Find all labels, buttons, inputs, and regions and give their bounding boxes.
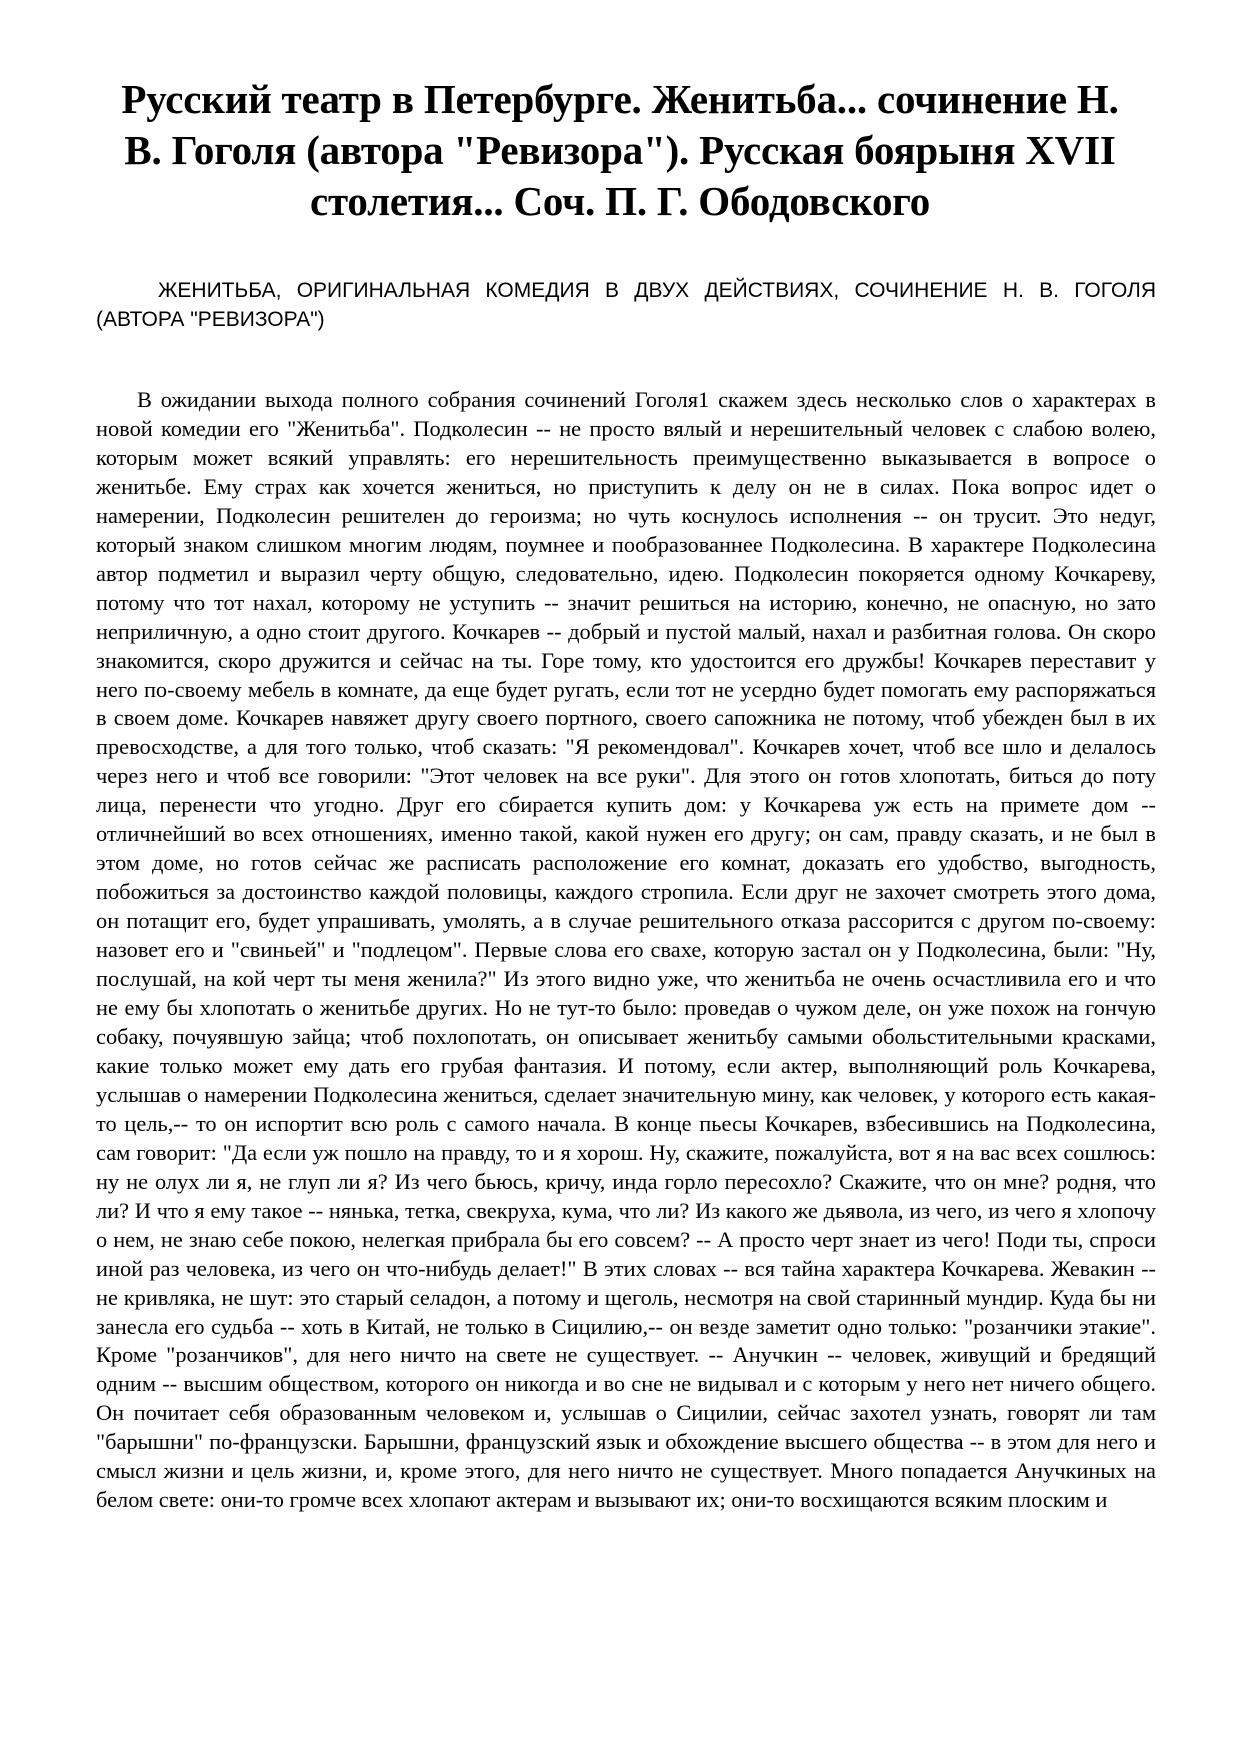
body-paragraph: В ожидании выхода полного собрания сочинений Гоголя1 скажем здесь несколько слов о характерах в новой комедии его "Женитьба". Подколесин -- не просто вялый и нерешительный человек с слабою волею, которым может всякий управлять: его нерешительность преимущественно выказывается в вопросе о женитьбе. Ему страх как хочется жениться, но приступить к делу он не в силах. Пока вопрос идет о намерении, Подколесин решителен до героизма; но чуть коснулось исполнения -- он трусит. Это недуг, который знаком слишком многим людям, поумнее и пообразованнее Подколесина. В характере Подколесина автор подметил и выразил черту общую, следовательно, идею. Подколесин покоряется одному Кочкареву, потому что тот нахал, которому не уступить -- значит решиться на историю, конечно, не опасную, но зато неприличную, а одно стоит другого. Кочкарев -- добрый и пустой малый, нахал и разбитная голова. Он скоро знакомится, скоро дружится и сейчас на ты. Горе тому, кто удостоится его дружбы! Кочкарев переставит у него по-своему мебель в комнате, да еще будет ругать, если тот не усердно будет помогать ему распоряжаться в своем доме. Кочкарев навяжет другу своего портного, своего сапожника не потому, чтоб убежден был в их превосходстве, а для того только, чтоб сказать: "Я рекомендовал". Кочкарев хочет, чтоб все шло и делалось через него и чтоб все говорили: "Этот человек на все руки". Для этого он готов хлопотать, биться до поту лица, перенести что угодно. Друг его сбирается купить дом: у Кочкарева уж есть на примете дом -- отличнейший во всех отношениях, именно такой, какой нужен его другу; он сам, правду сказать, и не был в этом доме, но готов сейчас же расписать расположение его комнат, доказать его удобство, выгодность, побожиться за достоинство каждой половицы, каждого стропила. Если друг не захочет смотреть этого дома, он потащит его, будет упрашивать, умолять, а в случае решительного отказа рассорится с другом по-своему: назовет его и "свиньей" и "подлецом". Первые слова его свахе, которую застал он у Подколесина, были: "Ну, послушай, на кой черт ты меня женила?" Из этого видно уже, что женитьба не очень осчастливила его и что не ему бы хлопотать о женитьбе других. Но не тут-то было: проведав о чужом деле, он уже похож на гончую собаку, почуявшую зайца; чтоб похлопотать, он описывает женитьбу самыми обольстительными красками, какие только может ему дать его грубая фантазия. И потому, если актер, выполняющий роль Кочкарева, услышав о намерении Подколесина жениться, сделает значительную мину, как человек, у которого есть какая-то цель,-- то он испортит всю роль с самого начала. В конце пьесы Кочкарев, взбесившись на Подколесина, сам говорит: "Да если уж пошло на правду, то и я хорош. Ну, скажите, пожалуйста, вот я на вас всех сошлюсь: ну не олух ли я, не глуп ли я? Из чего бьюсь, кричу, инда горло пересохло? Скажите, что он мне? родня, что ли? И что я ему такое -- нянька, тетка, свекруха, кума, что ли? Из какого же дьявола, из чего, из чего я хлопочу о нем, не знаю себе покою, нелегкая прибрала бы его совсем? -- А просто черт знает из чего! Поди ты, спроси иной раз человека, из чего он что-нибудь делает!" В этих словах -- вся тайна характера Кочкарева. Жевакин -- не кривляка, не шут: это старый селадон, а потому и щеголь, несмотря на свой старинный мундир. Куда бы ни занесла его судьба -- хоть в Китай, не только в Сицилию,-- он везде заметит одно только: "розанчики этакие". Кроме "розанчиков", для него ничто на свете не существует. -- Анучкин -- человек, живущий и бредящий одним -- высшим обществом, которого он никогда и во сне не видывал и с которым у него нет ничего общего. Он почитает себя образованным человеком и, услышав о Сицилии, сейчас захотел узнать, говорят ли там "барышни" по-французски. Барышни, французский язык и обхождение высшего общества -- в этом для него и смысл жизни и цель жизни, и, кроме этого, для него ничто не существует. Много попадается Анучкиных на белом свете: они-то громче всех хлопают актерам и вызывают их; они-то восхищаются всяким плоским и [96,387,1156,1513]
document-subtitle: ЖЕНИТЬБА, ОРИГИНАЛЬНАЯ КОМЕДИЯ В ДВУХ ДЕЙСТВИЯХ, СОЧИНЕНИЕ Н. В. ГОГОЛЯ (АВТОРА "РЕВИЗОРА") [96,279,1156,331]
document-title: Русский театр в Петербурге. Женитьба... сочинение Н. В. Гоголя (автора "Ревизора"). Русская боярыня XVII столетия... Соч. П. Г. Ободовского [121,76,1119,224]
